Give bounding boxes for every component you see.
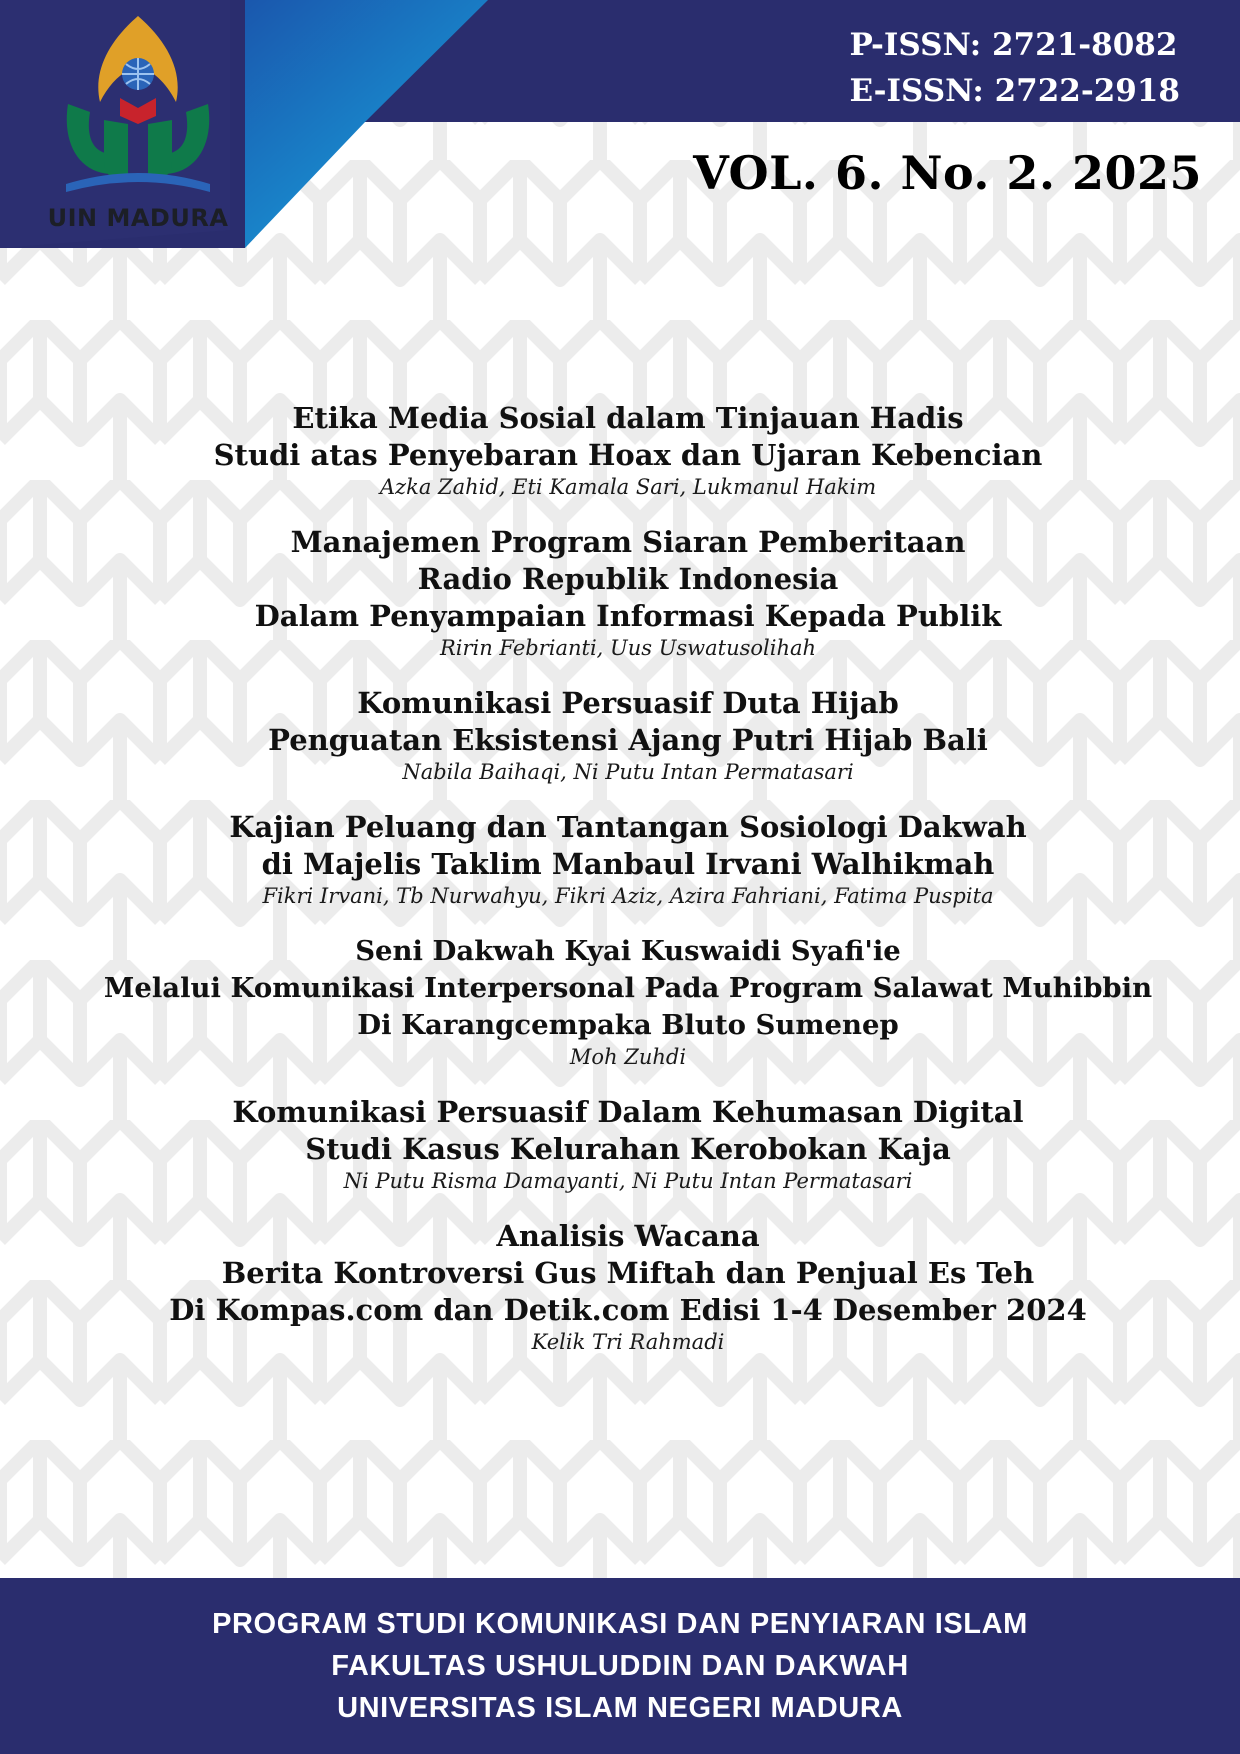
article-authors: Nabila Baihaqi, Ni Putu Intan Permatasari: [402, 760, 854, 784]
article-authors: Ririn Febrianti, Uus Uswatusolihah: [439, 636, 817, 660]
footer-program: PROGRAM STUDI KOMUNIKASI DAN PENYIARAN ISLAM: [212, 1608, 1028, 1640]
uin-madura-logo: [38, 12, 238, 234]
article-entry: [40, 1094, 1216, 1194]
article-authors: Azka Zahid, Eti Kamala Sari, Lukmanul Hakim: [379, 475, 877, 499]
article-title: Seni Dakwah Kyai Kuswaidi Syafi'ie Melalui Komunikasi Interpersonal Pada Program Salawat Muhibbin Di Karangcempaka Bluto Sumenep: [103, 935, 1153, 1041]
article-entry: [40, 809, 1216, 909]
p-issn: P-ISSN: 2721-8082: [849, 27, 1178, 63]
article-list: [40, 400, 1216, 1379]
article-title: Kajian Peluang dan Tantangan Sosiologi Dakwah di Majelis Taklim Manbaul Irvani Walhikmah: [229, 810, 1027, 881]
article-title: Komunikasi Persuasif Duta Hijab Penguatan Eksistensi Ajang Putri Hijab Bali: [268, 686, 988, 757]
article-authors: Fikri Irvani, Tb Nurwahyu, Fikri Aziz, Azira Fahriani, Fatima Puspita: [262, 884, 994, 908]
article-entry: [40, 524, 1216, 661]
article-title: Manajemen Program Siaran Pemberitaan Radio Republik Indonesia Dalam Penyampaian Informasi Kepada Publik: [254, 525, 1002, 633]
article-title: Etika Media Sosial dalam Tinjauan Hadis Studi atas Penyebaran Hoax dan Ujaran Kebencian: [213, 401, 1043, 472]
article-title: Analisis Wacana Berita Kontroversi Gus Miftah dan Penjual Es Teh Di Kompas.com dan Detik.com Edisi 1-4 Desember 2024: [169, 1219, 1087, 1327]
e-issn: E-ISSN: 2722-2918: [849, 73, 1180, 109]
article-authors: Kelik Tri Rahmadi: [531, 1330, 725, 1354]
logo-text: UIN MADURA: [47, 204, 229, 232]
article-authors: Moh Zuhdi: [569, 1045, 687, 1069]
logo-emblem-icon: [38, 12, 238, 202]
article-title: Komunikasi Persuasif Dalam Kehumasan Digital Studi Kasus Kelurahan Kerobokan Kaja: [232, 1095, 1024, 1166]
footer-university: UNIVERSITAS ISLAM NEGERI MADURA: [337, 1692, 903, 1724]
volume-label: VOL. 6. No. 2. 2025: [693, 146, 1202, 200]
article-entry: [40, 1218, 1216, 1355]
footer-band: [0, 1578, 1240, 1754]
footer-faculty: FAKULTAS USHULUDDIN DAN DAKWAH: [331, 1650, 909, 1682]
article-authors: Ni Putu Risma Damayanti, Ni Putu Intan Permatasari: [343, 1169, 913, 1193]
article-entry: [40, 685, 1216, 785]
issn-block: [849, 22, 1180, 114]
article-entry: [40, 933, 1216, 1070]
article-entry: [40, 400, 1216, 500]
